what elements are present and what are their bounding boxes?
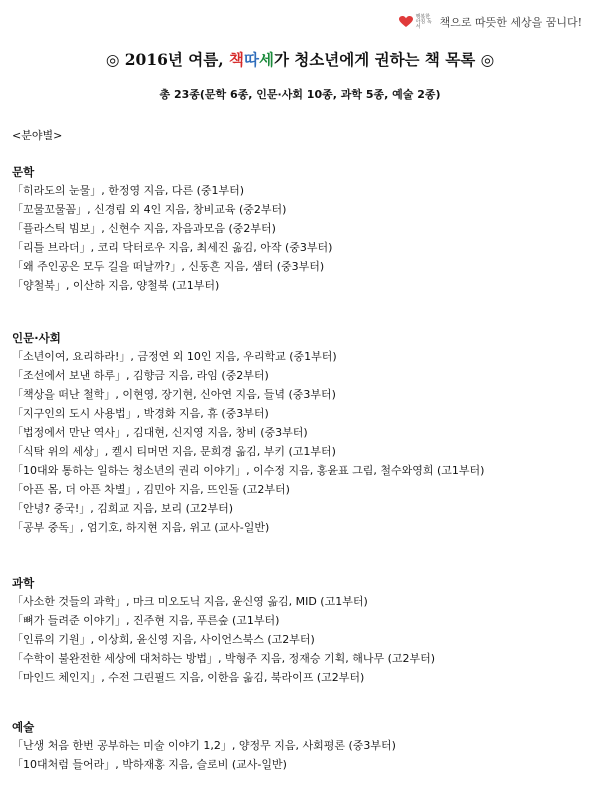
section-literature — [12, 163, 592, 295]
title-char-2: 따 — [244, 50, 259, 69]
list-item: 「법정에서 만난 역사」, 김대현, 신지영 지음, 창비 (중3부터) — [12, 426, 308, 439]
list-item: 「히라도의 눈물」, 한정영 지음, 다른 (중1부터) — [12, 184, 245, 197]
list-item: 「인류의 기원」, 이상희, 윤신영 지음, 사이언스북스 (고2부터) — [12, 633, 315, 646]
list-item: 「10대와 통하는 일하는 청소년의 권리 이야기」, 이수정 지음, 홍윤표 그림, 철수와영희 (고1부터) — [12, 464, 485, 477]
summary-line: 총 23종(문학 6종, 인문·사회 10종, 과학 5종, 예술 2종) — [159, 88, 441, 101]
page-title — [0, 48, 600, 70]
by-field-label: <분야별> — [12, 129, 63, 142]
list-item: 「사소한 것들의 과학」, 마크 미오도닉 지음, 윤신영 옮김, MID (고1부터) — [12, 595, 368, 608]
list-item: 「조선에서 보낸 하루」, 김향금 지음, 라임 (중2부터) — [12, 369, 269, 382]
section-heading: 과학 — [12, 576, 35, 590]
list-item: 「아픈 몸, 더 아픈 차별」, 김민아 지음, 뜨인돌 (고2부터) — [12, 483, 290, 496]
list-item: 「책상을 떠난 철학」, 이현영, 장기현, 신아연 지음, 들녘 (중3부터) — [12, 388, 336, 401]
list-item: 「공부 중독」, 엄기호, 하지현 지음, 위고 (교사-일반) — [12, 521, 270, 534]
list-item: 「마인드 체인지」, 수전 그린필드 지음, 이한음 옮김, 북라이프 (고2부터) — [12, 671, 365, 684]
list-item: 「10대처럼 들어라」, 박하재홍 지음, 슬로비 (교사-일반) — [12, 758, 287, 771]
section-science — [12, 574, 592, 687]
list-item: 「양철북」, 이산하 지음, 양철북 (고1부터) — [12, 279, 220, 292]
list-item: 「수학이 불완전한 세상에 대처하는 방법」, 박형주 지음, 정재승 기획, 해나무 (고2부터) — [12, 652, 436, 665]
tagline: 책으로 따뜻한 세상을 꿈니다! — [439, 16, 582, 29]
section-heading: 인문·사회 — [12, 331, 61, 345]
section-humanities-society — [12, 329, 592, 537]
title-char-1: 책 — [229, 50, 244, 69]
logo — [399, 15, 434, 30]
title-prefix: ◎ 2016년 여름, — [105, 50, 230, 69]
list-item: 「꼬물꼬물꼼」, 신경림 외 4인 지음, 창비교육 (중2부터) — [12, 203, 287, 216]
heart-icon — [399, 16, 413, 28]
header-bar — [399, 14, 582, 30]
list-item: 「난생 처음 한번 공부하는 미술 이야기 1,2」, 양정무 지음, 사회평론 (중3부터) — [12, 739, 396, 752]
list-item: 「안녕? 중국!」, 김희교 지음, 보리 (고2부터) — [12, 502, 234, 515]
list-item: 「지구인의 도시 사용법」, 박경화 지음, 휴 (중3부터) — [12, 407, 269, 420]
title-suffix: 가 청소년에게 권하는 책 목록 ◎ — [273, 50, 495, 69]
list-item: 「식탁 위의 세상」, 켈시 티머먼 지음, 문희경 옮김, 부키 (고1부터) — [12, 445, 336, 458]
list-item: 「플라스틱 빔보」, 신현수 지음, 자음과모음 (중2부터) — [12, 222, 276, 235]
list-item: 「리틀 브라더」, 코리 닥터로우 지음, 최세진 옮김, 아작 (중3부터) — [12, 241, 333, 254]
section-heading: 문학 — [12, 165, 35, 179]
list-item: 「소년이여, 요리하라!」, 금정연 외 10인 지음, 우리학교 (중1부터) — [12, 350, 337, 363]
section-heading: 예술 — [12, 720, 35, 734]
list-item: 「왜 주인공은 모두 길을 떠날까?」, 신동흔 지음, 샘터 (중3부터) — [12, 260, 325, 273]
section-arts — [12, 718, 592, 774]
title-char-3: 세 — [258, 50, 274, 69]
list-item: 「뼈가 들려준 이야기」, 진주현 지음, 푸른숲 (고1부터) — [12, 614, 280, 627]
logo-text: 행복한아침 독서 — [415, 13, 432, 30]
